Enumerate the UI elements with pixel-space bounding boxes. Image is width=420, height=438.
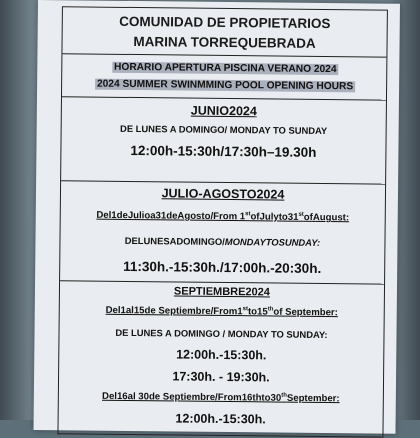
schedule-title-en: 2024 SUMMER SWINMMING POOL OPENING HOURS [96,78,354,93]
june-heading: JUNIO2024 [190,103,257,119]
september-hours-partial: 12:00h.-15:30h. [175,411,266,427]
community-header-box [61,6,387,57]
schedule-table [57,54,387,437]
september-dates-first: Del1al15de Septiembre/From1stto15thof September: [105,304,338,319]
september-hours-morning: 12:00h.-15:30h. [176,347,267,363]
june-days: DE LUNES A DOMINGO/ MONDAY TO SUNDAY [120,122,328,137]
september-heading: SEPTIEMBRE2024 [173,285,270,299]
schedule-title-es: HORARIO APERTURA PISCINA VERANO 2024 [114,61,337,76]
community-title: COMUNIDAD DE PROPIETARIOS [119,13,331,32]
july-august-hours: 11:30h.-15:30h./17:00h.-20:30h. [123,258,322,276]
divider [61,180,385,184]
july-august-heading: JULIO-AGOSTO2024 [161,186,285,202]
july-august-dates: Del1deJulioa31deAgosto/From 1stofJulyto31stofAugust: [96,209,350,224]
notice-paper [33,0,399,434]
september-days: DE LUNES A DOMINGO / MONDAY TO SUNDAY: [115,326,328,341]
divider [62,96,386,100]
june-hours: 12:00h-15:30h/17:30h–19.30h [130,142,317,160]
september-hours-evening: 17:30h. - 19:30h. [172,369,270,385]
community-subtitle: MARINA TORREQUEBRADA [133,34,316,51]
september-dates-second: Del16al 30de Septiembre/From16thto30thSeptember: [101,390,340,405]
july-august-days: DELUNESADOMINGO/MONDAYTOSUNDAY: [124,234,321,248]
